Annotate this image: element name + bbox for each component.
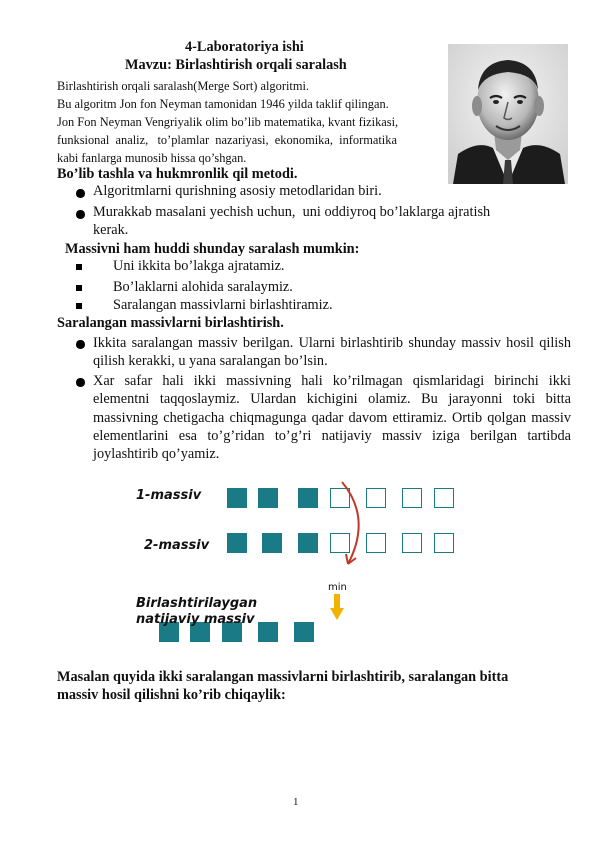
closing-line-2: massiv hosil qilishni ko’rib chiqaylik: bbox=[57, 687, 286, 703]
bullet-dot-icon bbox=[76, 378, 85, 387]
portrait-photo bbox=[448, 44, 568, 184]
bullet-text-cont: kerak. bbox=[93, 222, 129, 238]
array-1-label: 1-massiv bbox=[136, 488, 202, 503]
array-2-cell-filled bbox=[262, 533, 282, 553]
page-number: 1 bbox=[293, 796, 299, 808]
intro-line-4: funksional analiz, to’plamlar nazariyasi, ekonomika, informatika bbox=[57, 133, 397, 147]
array-2-label: 2-massiv bbox=[144, 538, 210, 553]
array-1-cell-empty bbox=[434, 488, 454, 508]
list-item: Saralangan massivlarni birlashtiramiz. bbox=[113, 297, 333, 313]
result-array-label: Birlashtirilaygan natijaviy massiv bbox=[136, 596, 258, 627]
array-2-cell-empty bbox=[434, 533, 454, 553]
square-bullet-icon bbox=[76, 285, 82, 291]
intro-line-5: kabi fanlarga munosib hissa qo’shgan. bbox=[57, 151, 247, 165]
min-label: min bbox=[328, 582, 347, 593]
square-bullet-icon bbox=[76, 303, 82, 309]
intro-line-2: Bu algoritm Jon fon Neyman tamonidan 1946 yilda taklif qilingan. bbox=[57, 97, 389, 111]
array-2-cell-filled bbox=[227, 533, 247, 553]
intro-line-3: Jon Fon Neyman Vengriyalik olim bo’lib matematika, kvant fizikasi, bbox=[57, 115, 399, 129]
compare-arrow-icon bbox=[320, 478, 380, 578]
topic-title: Mavzu: Birlashtirish orqali saralash bbox=[125, 57, 347, 73]
result-cell-filled bbox=[258, 622, 278, 642]
bullet-dot-icon bbox=[76, 340, 85, 349]
bullet-text: Algoritmlarni qurishning asosiy metodlaridan biri. bbox=[93, 183, 382, 199]
bullet-paragraph: Xar safar hali ikki massivning hali ko’rilmagan qismlaridagi birinchi ikki elementni taqqoslaymiz. Ulardan kichigini olamiz. Bu jarayonni toki bitta massivning chetigacha chiqmagunga qadar davom ettiramiz. Ortib qolgan massiv elementlarini esa to’g’ridan to’g’ri natijaviy massiv iziga berilgan tartibda joylashtirib qo’yamiz. bbox=[93, 373, 571, 463]
array-1-cell-filled bbox=[258, 488, 278, 508]
square-bullet-icon bbox=[76, 264, 82, 270]
bullet-dot-icon bbox=[76, 189, 85, 198]
bullet-text: Murakkab masalani yechish uchun, uni oddiyroq bo’laklarga ajratish bbox=[93, 204, 491, 220]
list-item: Uni ikkita bo’lakga ajratamiz. bbox=[113, 258, 285, 274]
closing-line-1: Masalan quyida ikki saralangan massivlarni birlashtirib, saralangan bitta bbox=[57, 669, 509, 685]
intro-line-1: Birlashtirish orqali saralash(Merge Sort) algoritmi. bbox=[57, 79, 310, 93]
array-1-cell-filled bbox=[227, 488, 247, 508]
down-arrow-icon bbox=[330, 594, 344, 620]
merge-diagram bbox=[120, 478, 470, 648]
bullet-paragraph: Ikkita saralangan massiv berilgan. Ularni birlashtirib shunday massiv hosil qilish qilish kerakki, u yana saralangan bo’lsin. bbox=[93, 335, 571, 370]
array-2-cell-filled bbox=[298, 533, 318, 553]
section-heading-merge: Saralangan massivlarni birlashtirish. bbox=[57, 315, 284, 331]
bullet-dot-icon bbox=[76, 210, 85, 219]
section-heading-divide-conquer: Bo’lib tashla va hukmronlik qil metodi. bbox=[57, 166, 298, 182]
array-1-cell-filled bbox=[298, 488, 318, 508]
array-2-cell-empty bbox=[402, 533, 422, 553]
array-1-cell-empty bbox=[402, 488, 422, 508]
section-heading-array-sort: Massivni ham huddi shunday saralash mumkin: bbox=[65, 241, 360, 257]
lab-title: 4-Laboratoriya ishi bbox=[185, 39, 304, 55]
result-cell-filled bbox=[294, 622, 314, 642]
list-item: Bo’laklarni alohida saralaymiz. bbox=[113, 279, 293, 295]
